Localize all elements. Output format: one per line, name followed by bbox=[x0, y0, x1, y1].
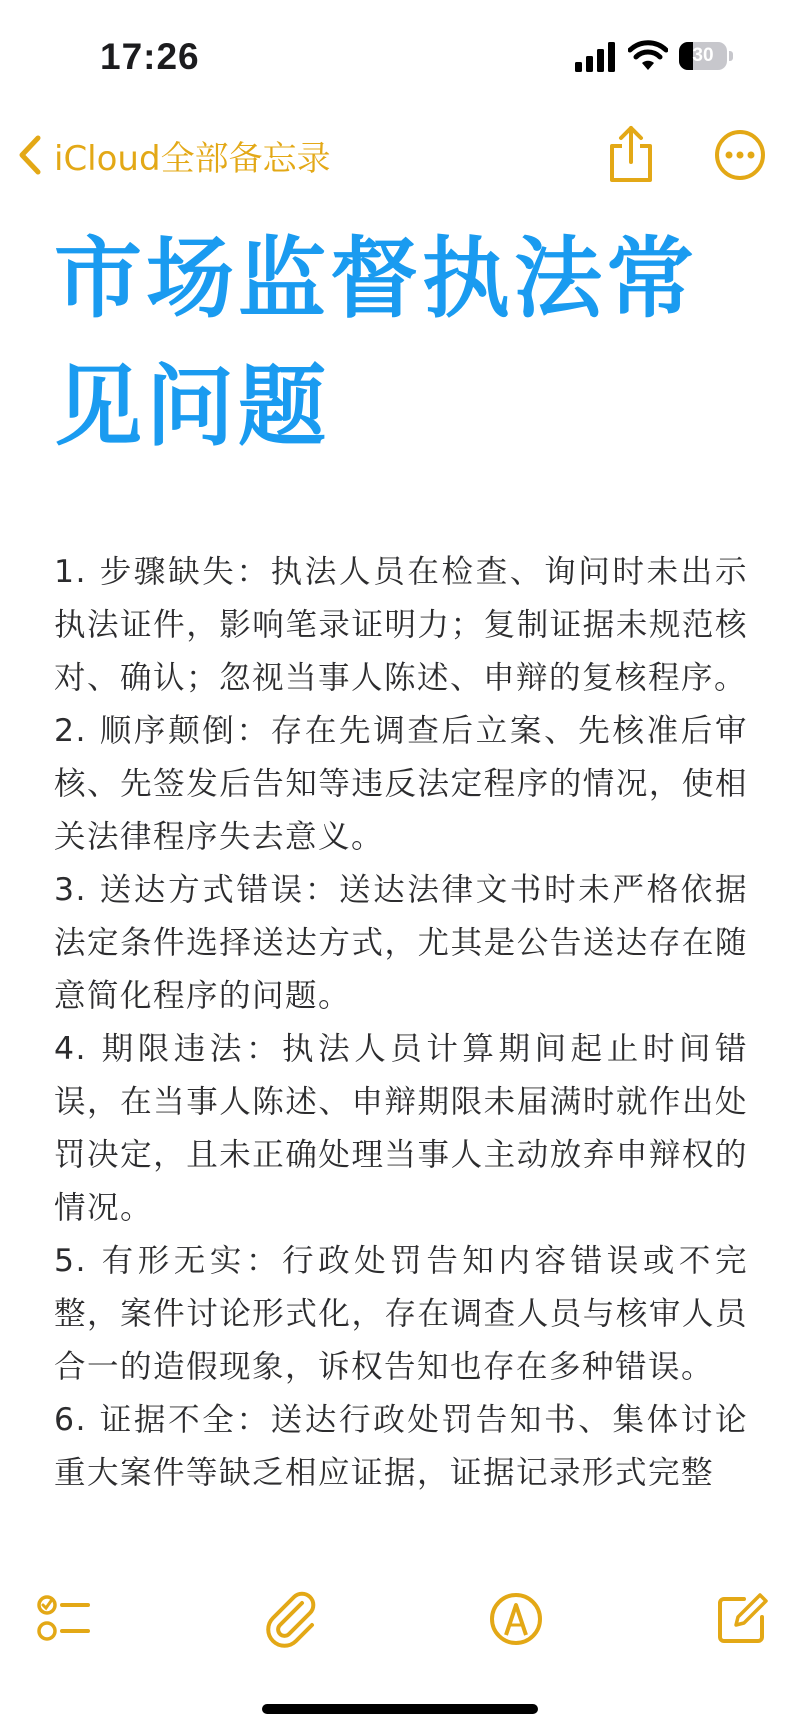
note-paragraph: 6. 证据不全：送达行政处罚告知书、集体讨论重大案件等缺乏相应证据，证据记录形式完整 bbox=[54, 1402, 748, 1491]
note-paragraph: 3. 送达方式错误：送达法律文书时未严格依据法定条件选择送达方式，尤其是公告送达存在随意简化程序的问题。 bbox=[54, 872, 748, 1014]
note-paragraph: 5. 有形无实：行政处罚告知内容错误或不完整，案件讨论形式化，存在调查人员与核审人员合一的造假现象，诉权告知也存在多种错误。 bbox=[54, 1243, 748, 1385]
compose-icon[interactable] bbox=[712, 1589, 772, 1649]
note-paragraph: 1. 步骤缺失：执法人员在检查、询问时未出示执法证件，影响笔录证明力；复制证据未规范核对、确认；忽视当事人陈述、申辩的复核程序。 bbox=[54, 554, 748, 696]
status-time: 17:26 bbox=[100, 36, 200, 77]
note-paragraph: 2. 顺序颠倒：存在先调查后立案、先核准后审核、先签发后告知等违反法定程序的情况，使相关法律程序失去意义。 bbox=[54, 713, 748, 855]
chevron-left-icon bbox=[16, 135, 44, 175]
back-label: iCloud全部备忘录 bbox=[54, 138, 331, 179]
more-icon[interactable] bbox=[714, 129, 766, 181]
status-bar bbox=[0, 0, 800, 120]
note-paragraph: 4. 期限违法：执法人员计算期间起止时间错误，在当事人陈述、申辩期限未届满时就作出处罚决定，且未正确处理当事人主动放弃申辩权的情况。 bbox=[54, 1031, 748, 1226]
navigation-bar bbox=[0, 120, 800, 190]
checklist-icon[interactable] bbox=[34, 1589, 94, 1649]
home-indicator[interactable] bbox=[262, 1704, 538, 1714]
note-body[interactable] bbox=[54, 546, 748, 1546]
note-title[interactable]: 市场监督执法常见问题 bbox=[54, 227, 699, 458]
battery-level-text: 30 bbox=[692, 45, 714, 66]
cellular-signal-icon bbox=[575, 42, 615, 72]
bottom-toolbar bbox=[0, 1585, 800, 1655]
back-button[interactable] bbox=[16, 128, 331, 182]
share-icon[interactable] bbox=[604, 124, 658, 184]
wifi-icon bbox=[628, 40, 668, 72]
battery-indicator bbox=[679, 42, 735, 72]
paperclip-icon[interactable] bbox=[262, 1589, 322, 1649]
markup-pen-icon[interactable] bbox=[486, 1589, 546, 1649]
